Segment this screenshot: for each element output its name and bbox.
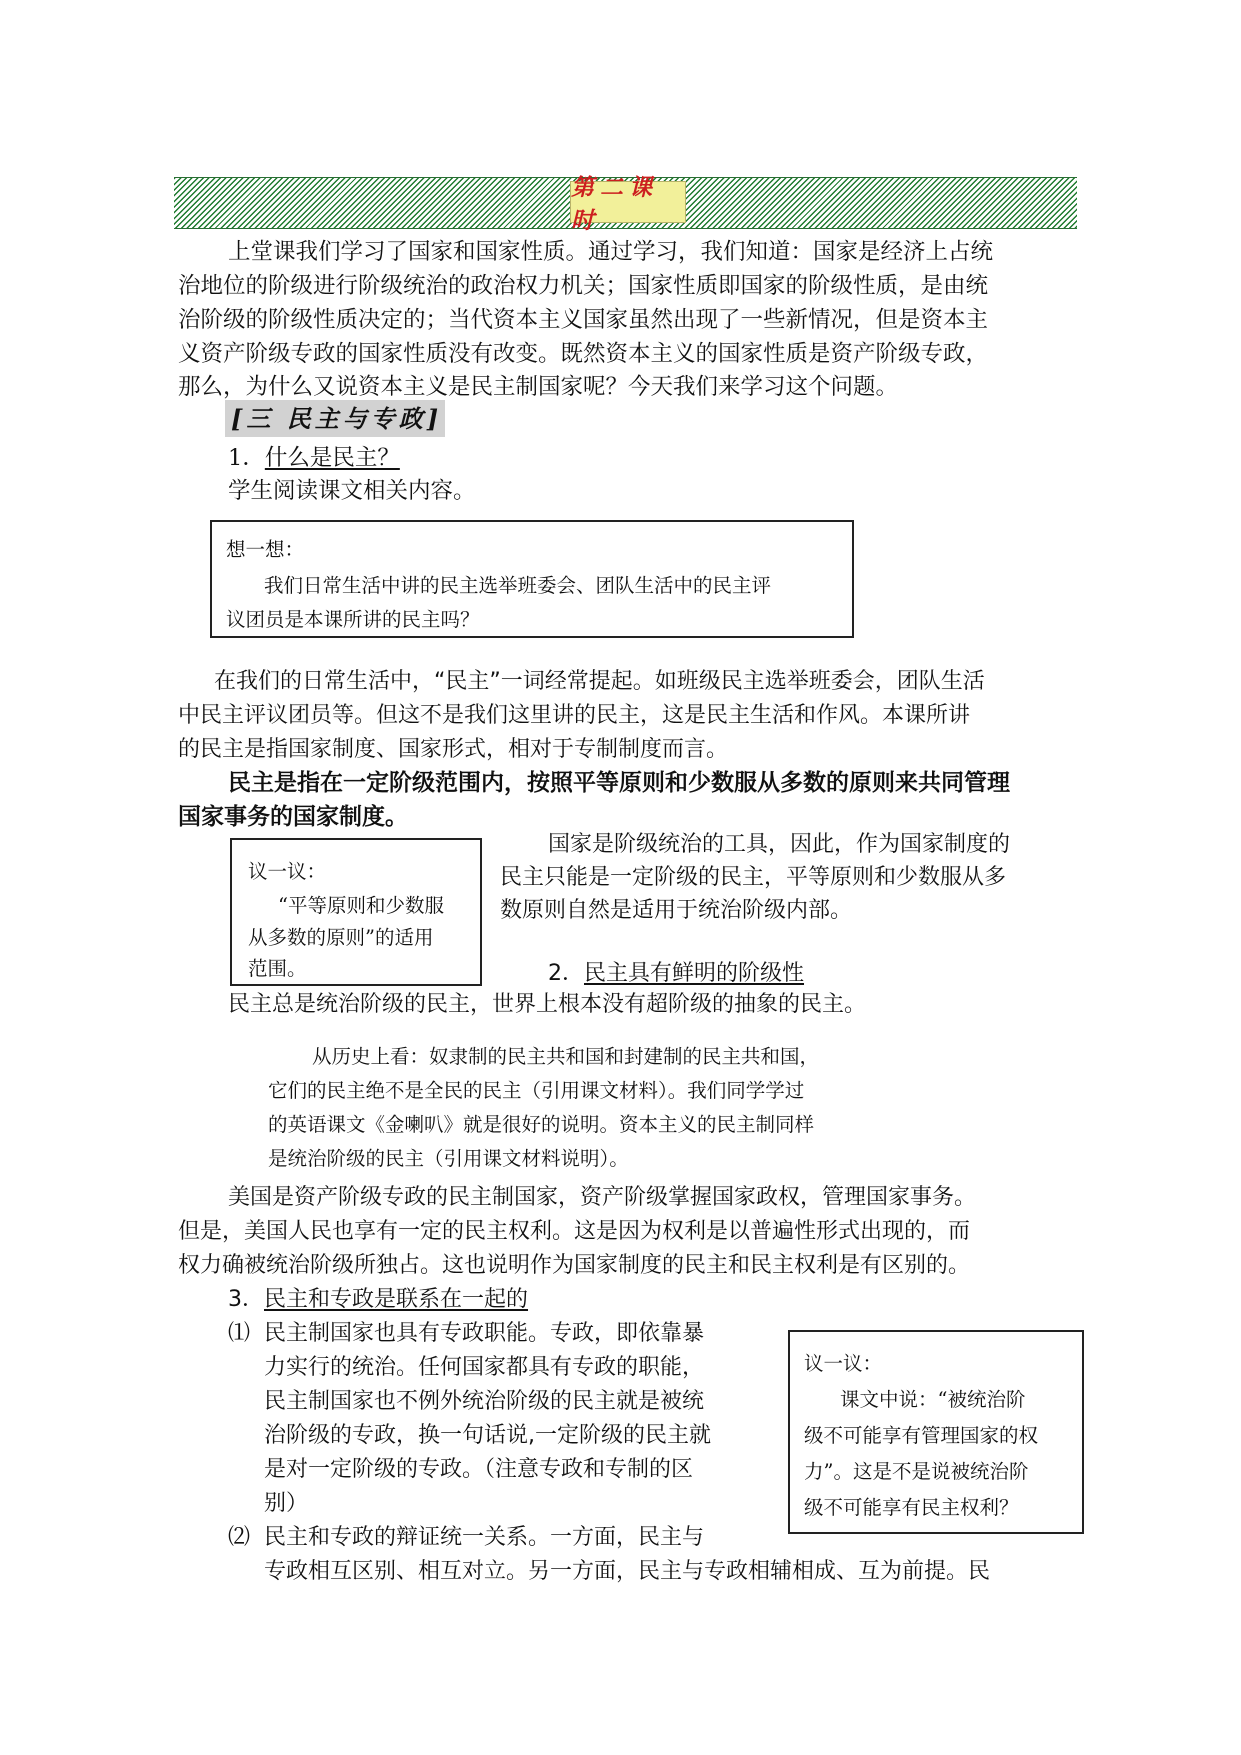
discuss-box-line: 级不可能享有民主权利？ <box>804 1496 1019 1519</box>
point-3-heading <box>228 1282 528 1317</box>
discuss-box-line: 级不可能享有管理国家的权 <box>804 1424 1039 1447</box>
intro-line: 治地位的阶级进行阶级统治的政治权力机关；国家性质即国家的阶级性质，是由统 <box>178 273 989 299</box>
think-box-title: 想一想： <box>226 538 305 561</box>
lesson-title: 第二课时 <box>570 181 686 223</box>
intro-line: 义资产阶级专政的国家性质没有改变。既然资本主义的国家性质是资产阶级专政， <box>178 341 989 367</box>
usa-line: 但是，美国人民也享有一定的民主权利。这是因为权利是以普遍性形式出现的，而 <box>178 1219 971 1244</box>
point-title: 民主具有鲜明的阶级性 <box>584 961 805 986</box>
think-box <box>210 520 854 638</box>
section-heading: [三 民主与专政] <box>225 400 445 437</box>
class-statement: 民主总是统治阶级的民主，世界上根本没有超阶级的抽象的民主。 <box>228 992 867 1017</box>
think-box-line: 议团员是本课所讲的民主吗？ <box>226 608 480 631</box>
discuss-box-line: 范围。 <box>248 957 307 980</box>
discuss-box-title: 议一议： <box>248 860 327 883</box>
point-number: 1． <box>228 445 265 471</box>
history-line: 的英语课文《金喇叭》就是很好的说明。资本主义的民主制同样 <box>268 1113 815 1136</box>
discuss-box-line: 从多数的原则”的适用 <box>248 926 434 949</box>
discuss-box-title: 议一议： <box>804 1352 883 1375</box>
intro-line: 治阶级的阶级性质决定的；当代资本主义国家虽然出现了一些新情况，但是资本主 <box>178 307 989 333</box>
item-1-line: 别） <box>264 1491 309 1516</box>
usa-line: 权力确被统治阶级所独占。这也说明作为国家制度的民主和民主权利是有区别的。 <box>178 1253 971 1278</box>
tool-line: 国家是阶级统治的工具，因此，作为国家制度的 <box>548 832 1011 857</box>
intro-line: 上堂课我们学习了国家和国家性质。通过学习，我们知道：国家是经济上占统 <box>228 239 994 265</box>
item-1-line: 民主制国家也不例外统治阶级的民主就是被统 <box>264 1389 705 1414</box>
lesson-banner <box>174 174 1077 234</box>
point-2-heading <box>548 956 804 991</box>
item-1-line: 是对一定阶级的专政。（注意专政和专制的区 <box>264 1457 694 1482</box>
history-line: 从历史上看：奴隶制的民主共和国和封建制的民主共和国， <box>312 1045 820 1068</box>
discuss-box-line: “平等原则和少数服 <box>278 894 444 917</box>
daily-line: 在我们的日常生活中，“民主”一词经常提起。如班级民主选举班委会，团队生活 <box>214 669 985 694</box>
point-number: 3． <box>228 1287 264 1312</box>
definition-line: 国家事务的国家制度。 <box>178 804 408 830</box>
definition-line: 民主是指在一定阶级范围内，按照平等原则和少数服从多数的原则来共同管理 <box>228 770 1010 796</box>
usa-line: 美国是资产阶级专政的民主制国家，资产阶级掌握国家政权，管理国家事务。 <box>228 1185 977 1210</box>
point-1-heading <box>228 441 400 476</box>
intro-line: 那么，为什么又说资本主义是民主制国家呢？今天我们来学习这个问题。 <box>178 374 899 400</box>
discuss-box-line: 力”。这是不是说被统治阶 <box>804 1460 1029 1483</box>
point-number: 2． <box>548 961 584 986</box>
tool-line: 数原则自然是适用于统治阶级内部。 <box>500 898 853 923</box>
item-2-line: 民主和专政的辩证统一关系。一方面，民主与 <box>264 1525 705 1550</box>
item-1-line: 力实行的统治。任何国家都具有专政的职能， <box>264 1355 705 1380</box>
item-marker: ⑵ <box>228 1525 251 1550</box>
item-1-line: 民主制国家也具有专政职能。专政，即依靠暴 <box>264 1321 705 1346</box>
think-box-line: 我们日常生活中讲的民主选举班委会、团队生活中的民主评 <box>264 574 772 597</box>
discuss-box <box>788 1330 1084 1534</box>
reading-note: 学生阅读课文相关内容。 <box>228 478 476 504</box>
point-title: 民主和专政是联系在一起的 <box>264 1287 529 1312</box>
history-line: 是统治阶级的民主（引用课文材料说明）。 <box>268 1147 629 1170</box>
item-1-line: 治阶级的专政，换一句话说,一定阶级的民主就 <box>264 1423 711 1448</box>
point-title: 什么是民主？ <box>264 445 400 471</box>
discuss-box-line: 课文中说：“被统治阶 <box>840 1388 1026 1411</box>
item-marker: ⑴ <box>228 1321 251 1346</box>
item-2-line: 专政相互区别、相互对立。另一方面，民主与专政相辅相成、互为前提。民 <box>264 1559 991 1584</box>
history-line: 它们的民主绝不是全民的民主（引用课文材料）。我们同学学过 <box>268 1079 805 1102</box>
daily-line: 中民主评议团员等。但这不是我们这里讲的民主，这是民主生活和作风。本课所讲 <box>178 703 971 728</box>
daily-line: 的民主是指国家制度、国家形式，相对于专制制度而言。 <box>178 737 729 762</box>
discuss-box <box>230 838 482 986</box>
tool-line: 民主只能是一定阶级的民主，平等原则和少数服从多 <box>500 865 1007 890</box>
